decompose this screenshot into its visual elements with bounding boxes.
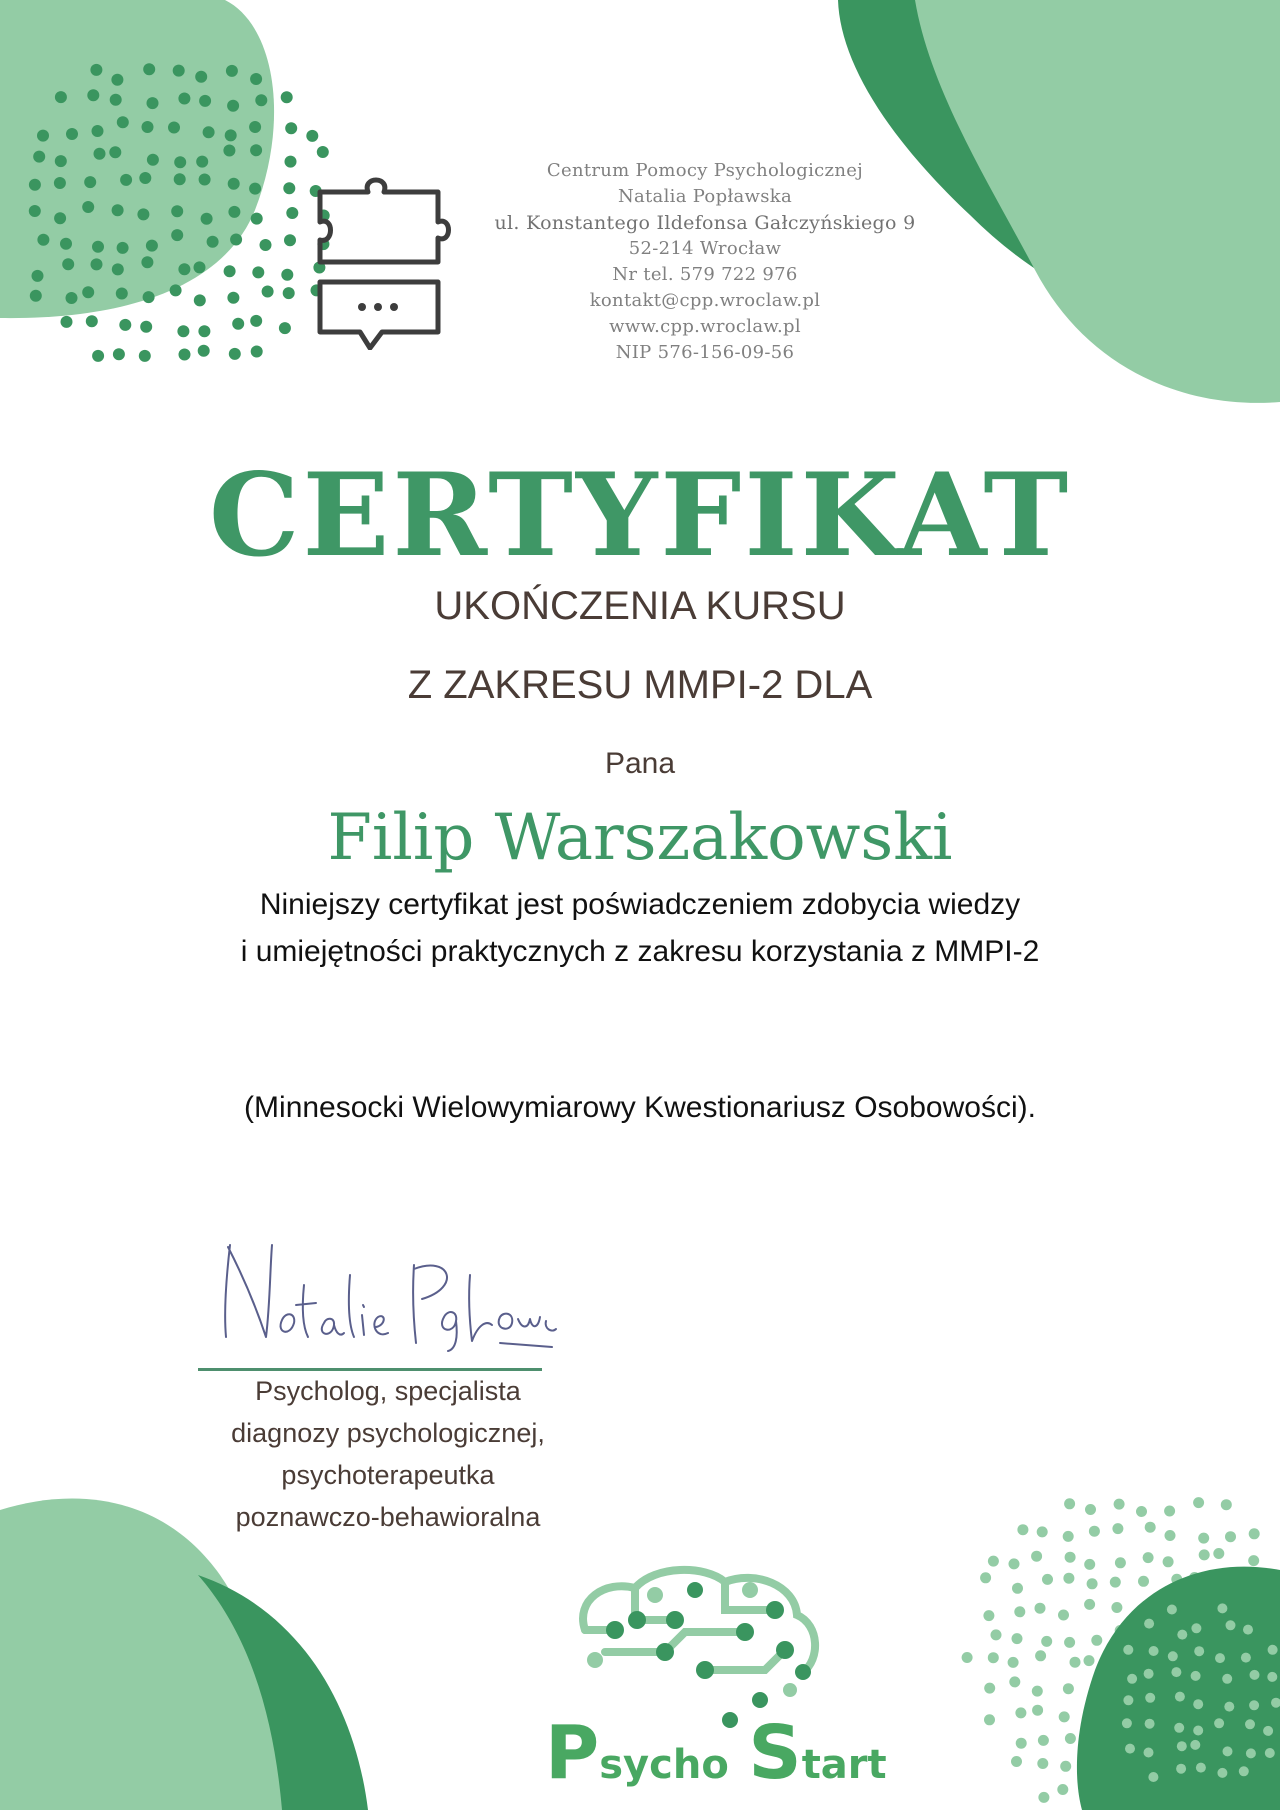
decorative-dot [285,156,297,168]
signatory-role [168,1370,608,1538]
decorative-dot [37,234,49,246]
decorative-dot [1041,1636,1052,1647]
decorative-dot [173,65,185,77]
signature-image [200,1225,560,1355]
decorative-dot [1193,1699,1203,1709]
decorative-dot [1175,1692,1185,1702]
decorative-dot [178,93,190,105]
decorative-dot [1164,1506,1175,1517]
decorative-dot [250,144,262,156]
decorative-dot [1214,1718,1224,1728]
decorative-dot [1011,1756,1022,1767]
decorative-dot [250,315,262,327]
decorative-dot [250,73,262,85]
decorative-dot [281,91,293,103]
stamp-address [470,158,940,366]
decorative-dot [1190,1740,1200,1750]
bottom-left-light-blob [0,1498,286,1810]
decorative-dot [170,284,182,296]
recipient-name: Filip Warszakowski [327,801,953,875]
decorative-dot [1110,1577,1121,1588]
stamp-line: 52-214 Wrocław [628,238,782,259]
decorative-dot [249,183,261,195]
decorative-dot [119,319,131,331]
decorative-dot [1199,1549,1210,1560]
decorative-dot [1198,1533,1209,1544]
decorative-dot [1191,1623,1201,1633]
decorative-dot [143,291,155,303]
decorative-dot [1215,1653,1225,1663]
decorative-dot [1114,1499,1125,1510]
decorative-dot [980,1572,991,1583]
decorative-dot [29,179,41,191]
decorative-dot [1009,1676,1020,1687]
company-stamp [310,150,950,380]
decorative-dot [55,155,67,167]
certificate-title: CERTYFIKAT [208,448,1072,582]
role-line: psychoterapeutka [281,1460,495,1490]
decorative-dot [1014,1606,1025,1617]
decorative-dot [199,95,211,107]
decorative-dot [1248,1555,1259,1566]
brain-circuit-icon [545,1560,875,1730]
decorative-dot [230,234,242,246]
decorative-dot [251,346,263,358]
decorative-dot [194,261,206,273]
decorative-dot [232,318,244,330]
decorative-dot [223,145,235,157]
role-line: poznawczo-behawioralna [235,1502,541,1532]
decorative-dot [1064,1498,1075,1509]
decorative-dot [1057,1784,1068,1795]
decorative-dot [224,265,236,277]
decorative-dot [82,201,94,213]
decorative-dot [1136,1506,1147,1517]
decorative-dot [1087,1578,1098,1589]
decorative-dot [66,292,78,304]
decorative-dot [111,74,123,86]
decorative-dot [1031,1551,1042,1562]
certificate-subtitle: UKOŃCZENIA KURSU [434,584,846,628]
decorative-dot [198,345,210,357]
decorative-dot [137,208,149,220]
decorative-dot [1249,1700,1259,1710]
decorative-dot [62,258,74,270]
logo-initial: P [545,1710,600,1796]
salutation: Pana [604,747,676,780]
logo-text: tart [801,1742,887,1788]
decorative-dot [1217,1603,1227,1613]
decorative-dot [171,229,183,241]
decorative-dot [1115,1557,1126,1568]
decorative-dot [1063,1683,1074,1694]
decorative-dot [194,294,206,306]
decorative-dot [1065,1733,1076,1744]
decorative-dot [984,1714,995,1725]
decorative-dot [984,1683,995,1694]
decorative-dot [1241,1653,1251,1663]
decorative-dot [1063,1573,1074,1584]
decorative-dot [1239,1766,1249,1776]
decorative-dot [1084,1559,1095,1570]
decorative-dot [1193,1726,1203,1736]
decorative-dot [203,126,215,138]
decorative-dot [1144,1748,1154,1758]
decorative-dot [1171,1667,1181,1677]
decorative-dot [283,182,295,194]
decorative-dot [983,1610,994,1621]
decorative-dot [1268,1645,1278,1655]
decorative-dot [229,348,241,360]
decorative-dot [962,1652,973,1663]
decorative-dot [113,348,125,360]
decorative-dot [30,290,42,302]
decorative-dot [29,205,41,217]
decorative-dot [262,286,274,298]
decorative-dot [1194,1646,1204,1656]
decorative-dot [1065,1552,1076,1563]
decorative-dot [1223,1746,1233,1756]
decorative-dot [1222,1674,1232,1684]
decorative-dot [1012,1633,1023,1644]
decorative-dot [33,151,45,163]
decorative-dot [1127,1674,1137,1684]
decorative-dot [227,100,239,112]
decorative-dot [281,269,293,281]
stamp-line: Natalia Popławska [617,186,793,207]
decorative-dot [1168,1651,1178,1661]
decorative-dot [117,242,129,254]
decorative-dot [174,156,186,168]
decorative-dot [1174,1723,1184,1733]
psychostart-logo [545,1560,887,1796]
decorative-dot [1177,1741,1187,1751]
decorative-dot [1017,1524,1028,1535]
decorative-dot [1084,1599,1095,1610]
decorative-dot [179,349,191,361]
decorative-dot [92,125,104,137]
logo-wordmark [545,1710,887,1796]
decorative-dot [1125,1744,1135,1754]
decorative-dot [1267,1672,1277,1682]
decorative-dot [1122,1718,1132,1728]
decorative-dot [1038,1792,1049,1803]
stamp-line: Centrum Pomocy Psychologicznej [546,160,864,181]
decorative-dot [1167,1605,1177,1615]
decorative-dot [1123,1695,1133,1705]
decorative-dot [1035,1603,1046,1614]
decorative-dot [1213,1548,1224,1559]
decorative-dot [1016,1738,1027,1749]
description-line: Niniejszy certyfikat jest poświadczeniem zdobycia wiedzy [259,888,1021,921]
decorative-dot [283,287,295,299]
decorative-dot [90,64,102,76]
role-line: Psycholog, specjalista [255,1376,521,1406]
decorative-dot [1143,1552,1154,1563]
decorative-dot [991,1629,1002,1640]
decorative-dot [1084,1655,1095,1666]
decorative-dot [306,130,318,142]
decorative-dot [196,156,208,168]
decorative-dot [199,174,211,186]
decorative-dot [92,350,104,362]
decorative-dot [1176,1764,1186,1774]
decorative-dot [1037,1526,1048,1537]
decorative-dot [143,63,155,75]
decorative-dot [198,325,210,337]
decorative-dot [228,178,240,190]
decorative-dot [1112,1523,1123,1534]
decorative-dot [1111,1602,1122,1613]
decorative-dot [178,263,190,275]
decorative-dot [1123,1645,1133,1655]
bottom-right-blob [1077,1567,1280,1810]
decorative-dot [1243,1625,1253,1635]
decorative-dot [1144,1669,1154,1679]
decorative-dot [66,128,78,140]
decorative-dot [61,316,73,328]
decorative-dot [1089,1526,1100,1537]
decorative-dot [139,172,151,184]
decorative-dot [84,176,96,188]
decorative-dot [1063,1531,1074,1542]
decorative-dot [1085,1504,1096,1515]
decorative-dot [116,288,128,300]
decorative-dot [284,234,296,246]
decorative-dot [260,239,272,251]
decorative-dot [1059,1711,1070,1722]
decorative-dot [1224,1702,1234,1712]
decorative-dot [171,205,183,217]
decorative-dot [1148,1772,1158,1782]
decorative-dot [1138,1576,1149,1587]
decorative-dot [54,212,66,224]
decorative-dot [1221,1499,1232,1510]
decorative-dot [1149,1646,1159,1656]
decorative-dot [110,94,122,106]
description-line: i umiejętności praktycznych z zakresu korzystania z MMPI-2 [240,935,1040,968]
decorative-dot [1263,1726,1273,1736]
decorative-dot [174,173,186,185]
decorative-dot [82,286,94,298]
decorative-dot [1091,1635,1102,1646]
decorative-dot [1064,1637,1075,1648]
decorative-dot [1145,1522,1156,1533]
decorative-dot [201,213,213,225]
decorative-dot [109,146,121,158]
decorative-dot [252,266,264,278]
decorative-dot [94,148,106,160]
decorative-dot [1145,1719,1155,1729]
decorative-dot [279,322,291,334]
decorative-dot [255,94,267,106]
decorative-dot [1042,1574,1053,1585]
decorative-dot [1144,1619,1154,1629]
decorative-dot [1225,1531,1236,1542]
decorative-dot [112,263,124,275]
decorative-dot [1196,1763,1206,1773]
decorative-dot [1145,1693,1155,1703]
decorative-dot [92,241,104,253]
decorative-dot [168,122,180,134]
decorative-dot [1191,1671,1201,1681]
decorative-dot [140,321,152,333]
decorative-dot [141,256,153,268]
decorative-dot [1037,1758,1048,1769]
decorative-dot [225,129,237,141]
decorative-dot [91,258,103,270]
decorative-dot [1058,1610,1069,1621]
decorative-dot [1249,1528,1260,1539]
stamp-line: kontakt@cpp.wroclaw.pl [589,290,821,311]
decorative-dot [251,213,263,225]
decorative-dot [988,1556,999,1567]
logo-text: sycho [599,1742,729,1788]
decorative-dot [32,270,44,282]
decorative-dot [1165,1530,1176,1541]
decorative-dot [285,122,297,134]
decorative-dot [1032,1705,1043,1716]
decorative-dot [1193,1497,1204,1508]
decorative-dot [1015,1707,1026,1718]
role-line: diagnozy psychologicznej, [231,1418,545,1448]
decorative-dot [1032,1686,1043,1697]
decorative-dot [177,325,189,337]
decorative-dot [226,65,238,77]
decorative-dot [1163,1556,1174,1567]
decorative-dot [1250,1670,1260,1680]
decorative-dot [142,121,154,133]
decorative-dot [286,207,298,219]
decorative-dot [1246,1748,1256,1758]
decorative-dot [1008,1657,1019,1668]
decorative-dot [55,91,67,103]
decorative-dot [60,238,72,250]
decorative-dot [146,240,158,252]
stamp-line: www.cpp.wroclaw.pl [609,316,801,337]
course-subtitle: Z ZAKRESU MMPI-2 DLA [407,663,873,707]
decorative-dot [227,292,239,304]
decorative-dot [1012,1583,1023,1594]
stamp-line: ul. Konstantego Ildefonsa Gałczyńskiego 9 [494,212,916,234]
decorative-dot [1035,1650,1046,1661]
decorative-dot [207,236,219,248]
decorative-dot [37,130,49,142]
decorative-dot [1038,1735,1049,1746]
decorative-dot [1070,1657,1081,1668]
decorative-dot [249,121,261,133]
decorative-dot [87,89,99,101]
decorative-dot [120,174,132,186]
decorative-dot [147,97,159,109]
decorative-dot [1217,1768,1227,1778]
decorative-dot [1009,1558,1020,1569]
decorative-dot [86,315,98,327]
description-line: (Minnesocki Wielowymiarowy Kwestionariusz Osobowości). [244,1091,1036,1124]
decorative-dot [147,154,159,166]
logo-initial: S [748,1710,802,1796]
decorative-dot [988,1652,999,1663]
decorative-dot [139,350,151,362]
decorative-dot [117,116,129,128]
stamp-line: Nr tel. 579 722 976 [612,264,798,285]
decorative-dot [1060,1761,1071,1772]
decorative-dot [1265,1748,1275,1758]
decorative-dot [1177,1630,1187,1640]
decorative-dot [54,177,66,189]
puzzle-chat-icon [310,170,460,350]
decorative-dot [228,206,240,218]
decorative-dot [195,71,207,83]
decorative-dot [1226,1620,1236,1630]
decorative-dot [112,204,124,216]
decorative-dot [1245,1719,1255,1729]
stamp-line: NIP 576-156-09-56 [615,342,795,363]
